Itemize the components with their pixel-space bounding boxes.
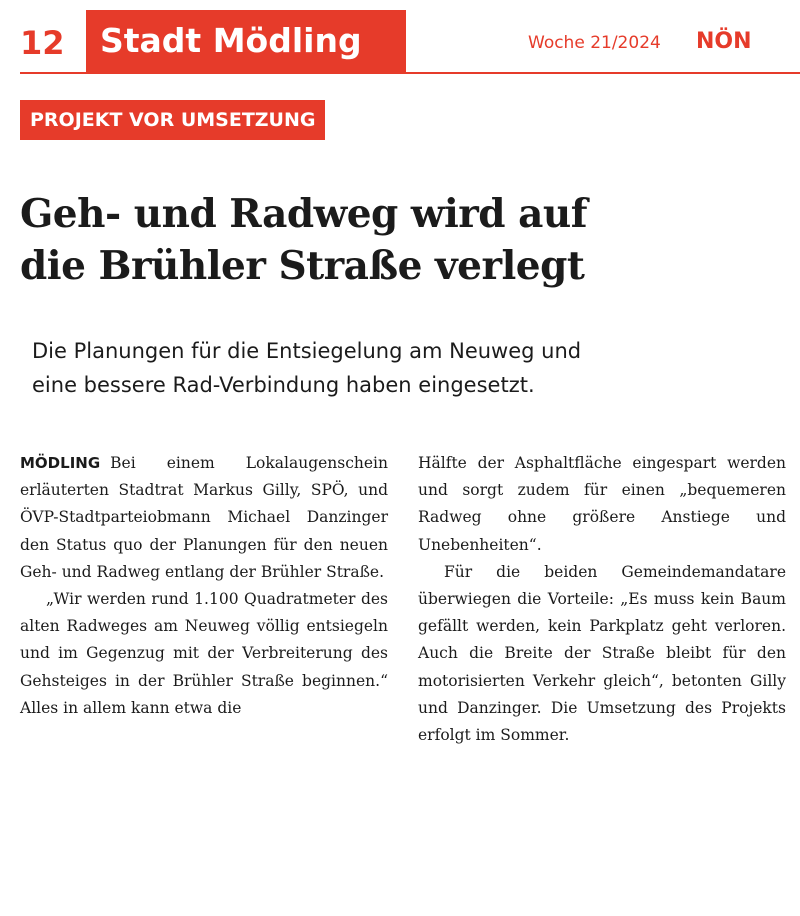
dateline: MÖDLING: [20, 454, 101, 472]
headline-line: Geh- und Radweg wird auf: [20, 191, 588, 237]
issue-label: Woche 21/2024: [528, 33, 661, 53]
text-column-right: [418, 450, 786, 749]
body-paragraph: Hälfte der Asphaltfläche eingespart werden und sorgt zudem für einen „bequemeren Radweg ohne größere Anstiege und Unebenheiten“.: [418, 454, 786, 554]
article-kicker: PROJEKT VOR UMSETZUNG: [20, 100, 325, 140]
header-rule: [20, 72, 800, 74]
lead-line: eine bessere Rad-Verbindung haben eingesetzt.: [32, 373, 535, 397]
headline-line: die Brühler Straße verlegt: [20, 243, 585, 289]
body-paragraph: [20, 450, 388, 586]
text-column-left: [20, 450, 388, 722]
body-text: Bei einem Lokalaugenschein erläuterten Stadtrat Markus Gilly, SPÖ, und ÖVP-Stadtparteiobmann Michael Danzinger den Status quo der Planungen für den neuen Geh- und Radweg entlang der Brühler Straße.: [20, 454, 388, 581]
page-header: [0, 0, 800, 80]
brand-logo: NÖN: [696, 29, 752, 54]
body-paragraph: „Wir werden rund 1.100 Quadratmeter des alten Radweges am Neuweg völlig entsiegeln und im Gegenzug mit der Verbreiterung des Gehsteiges in der Brühler Straße beginnen.“ Alles in allem kann etwa die: [20, 590, 388, 717]
section-title: Stadt Mödling: [86, 10, 406, 72]
body-paragraph: Für die beiden Gemeindemandatare überwiegen die Vorteile: „Es muss kein Baum gefällt werden, kein Parkplatz geht verloren. Auch die Breite der Straße bleibt für den motorisierten Verkehr gleich“, betonten Gilly und Danzinger. Die Umsetzung des Projekts erfolgt im Sommer.: [418, 562, 786, 745]
article-lead: [32, 334, 782, 402]
lead-line: Die Planungen für die Entsiegelung am Neuweg und: [32, 339, 582, 363]
page-number: 12: [20, 24, 65, 62]
article-headline: [20, 188, 780, 292]
